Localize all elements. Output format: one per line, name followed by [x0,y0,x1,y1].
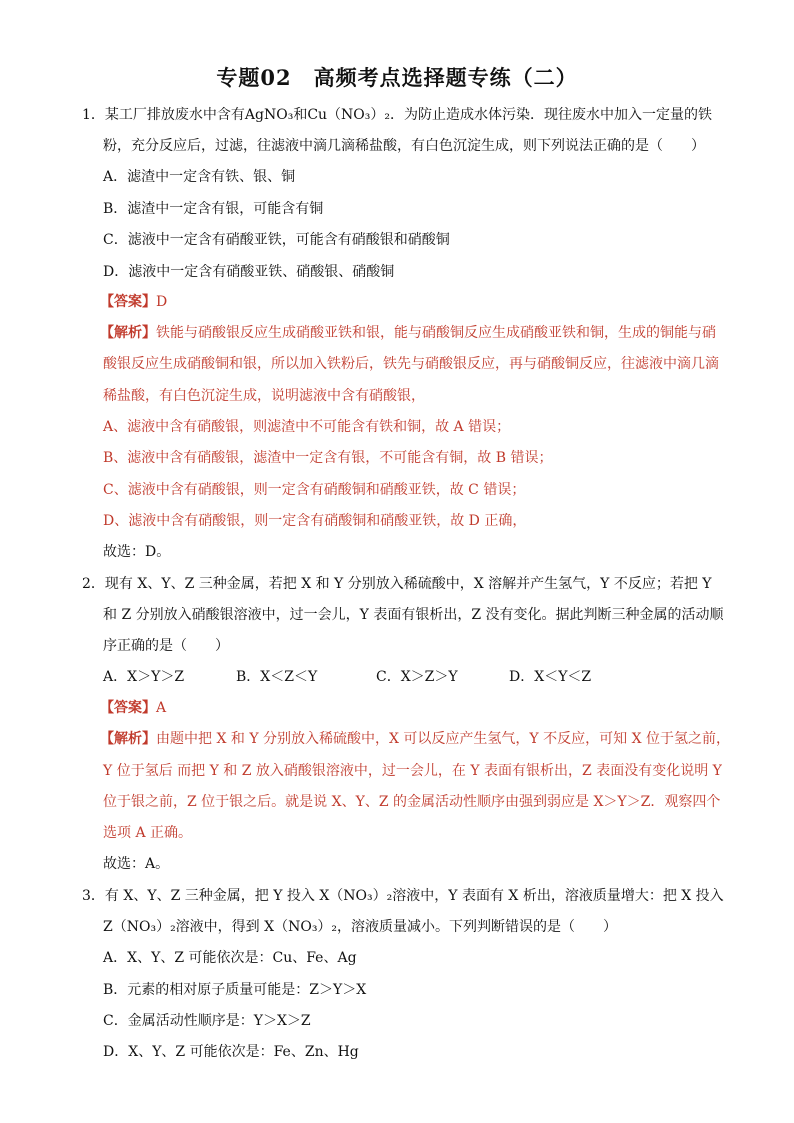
q2-analysis-line2: Y 位于氢后 而把 Y 和 Z 放入硝酸银溶液中，过一会儿，在 Y 表面有银析出，Z 表面没有变化说明 Y [103,763,722,779]
q2-analysis-line1 [100,729,740,749]
q1-option-d: D．滤液中一定含有硝酸亚铁、硝酸银、硝酸铜 [103,264,395,280]
q1-answer [100,292,740,312]
q2-option-d: D．X＜Y＜Z [509,669,592,685]
page-title: 专题02 高频考点选择题专练（二） [216,65,578,90]
q1-choice: 故选：D。 [103,544,171,560]
q2-choice: 故选：A。 [103,856,170,872]
q1-analysis-point-d: D、滤液中含有硝酸银，则一定含有硝酸铜和硝酸亚铁，故 D 正确， [103,513,527,529]
q2-option-b: B．X＜Z＜Y [236,669,318,685]
q3-stem-line2: Z（NO₃）₂溶液中，得到 X（NO₃）₂，溶液质量减小。下列判断错误的是（ ） [103,919,618,935]
q3-stem-line1: 3．有 X、Y、Z 三种金属，把 Y 投入 X（NO₃）₂溶液中，Y 表面有 X 析出，溶液质量增大：把 X 投入 [82,888,724,904]
q3-option-b: B．元素的相对原子质量可能是：Z＞Y＞X [103,982,367,998]
analysis-tag: 【解析】 [100,731,156,747]
q1-analysis-point-c: C、滤液中含有硝酸银，则一定含有硝酸铜和硝酸亚铁，故 C 错误； [103,482,526,498]
q1-analysis-point-a: A、滤液中含有硝酸银，则滤渣中不可能含有铁和铜，故 A 错误； [103,419,511,435]
q1-option-c: C．滤液中一定含有硝酸亚铁，可能含有硝酸银和硝酸铜 [103,232,450,248]
q2-options [103,667,591,687]
q1-stem-line2: 粉，充分反应后，过滤，往滤液中滴几滴稀盐酸，有白色沉淀生成，则下列说法正确的是（ ） [103,138,705,154]
q1-option-a: A．滤渣中一定含有铁、银、铜 [103,169,296,185]
answer-tag: 【答案】 [100,294,156,310]
q1-stem-line1: 1．某工厂排放废水中含有AgNO₃和Cu（NO₃）₂．为防止造成水体污染．现往废水中加入一定量的铁 [82,107,712,123]
answer-tag: 【答案】 [100,700,156,716]
analysis-text: 由题中把 X 和 Y 分别放入稀硫酸中，X 可以反应产生氢气，Y 不反应，可知 X 位于氢之前， [156,731,730,747]
q1-analysis-line2: 酸银反应生成硝酸铜和银，所以加入铁粉后，铁先与硝酸银反应，再与硝酸铜反应，往滤液中滴几滴 [103,356,719,372]
q2-stem-line3: 序正确的是（ ） [103,638,229,654]
q2-analysis-line4: 选项 A 正确。 [103,825,193,841]
q3-option-d: D．X、Y、Z 可能依次是：Fe、Zn、Hg [103,1044,359,1060]
q3-option-a: A．X、Y、Z 可能依次是：Cu、Fe、Ag [103,950,357,966]
q2-stem-line2: 和 Z 分别放入硝酸银溶液中，过一会儿，Y 表面有银析出，Z 没有变化。据此判断三种金属的活动顺 [103,607,724,623]
q2-option-a: A．X＞Y＞Z [103,669,185,685]
analysis-text: 铁能与硝酸银反应生成硝酸亚铁和银，能与硝酸铜反应生成硝酸亚铁和铜，生成的铜能与硝 [156,325,716,341]
q2-stem-line1: 2．现有 X、Y、Z 三种金属，若把 X 和 Y 分别放入稀硫酸中，X 溶解并产生氢气，Y 不反应；若把 Y [82,576,712,592]
q1-analysis-line1 [100,323,740,343]
q1-analysis-point-b: B、滤液中含有硝酸银，滤渣中一定含有银，不可能含有铜，故 B 错误； [103,450,553,466]
q2-option-c: C．X＞Z＞Y [376,669,458,685]
q3-option-c: C．金属活动性顺序是：Y＞X＞Z [103,1013,311,1029]
q2-analysis-line3: 位于银之前，Z 位于银之后。就是说 X、Y、Z 的金属活动性顺序由强到弱应是 X＞Y＞Z．观察四个 [103,794,721,810]
answer-value: D [156,294,168,310]
q1-option-b: B．滤渣中一定含有银，可能含有铜 [103,201,324,217]
analysis-tag: 【解析】 [100,325,156,341]
answer-value: A [156,700,167,716]
q1-analysis-line3: 稀盐酸，有白色沉淀生成，说明滤液中含有硝酸银， [103,388,425,404]
q2-answer [100,698,740,718]
